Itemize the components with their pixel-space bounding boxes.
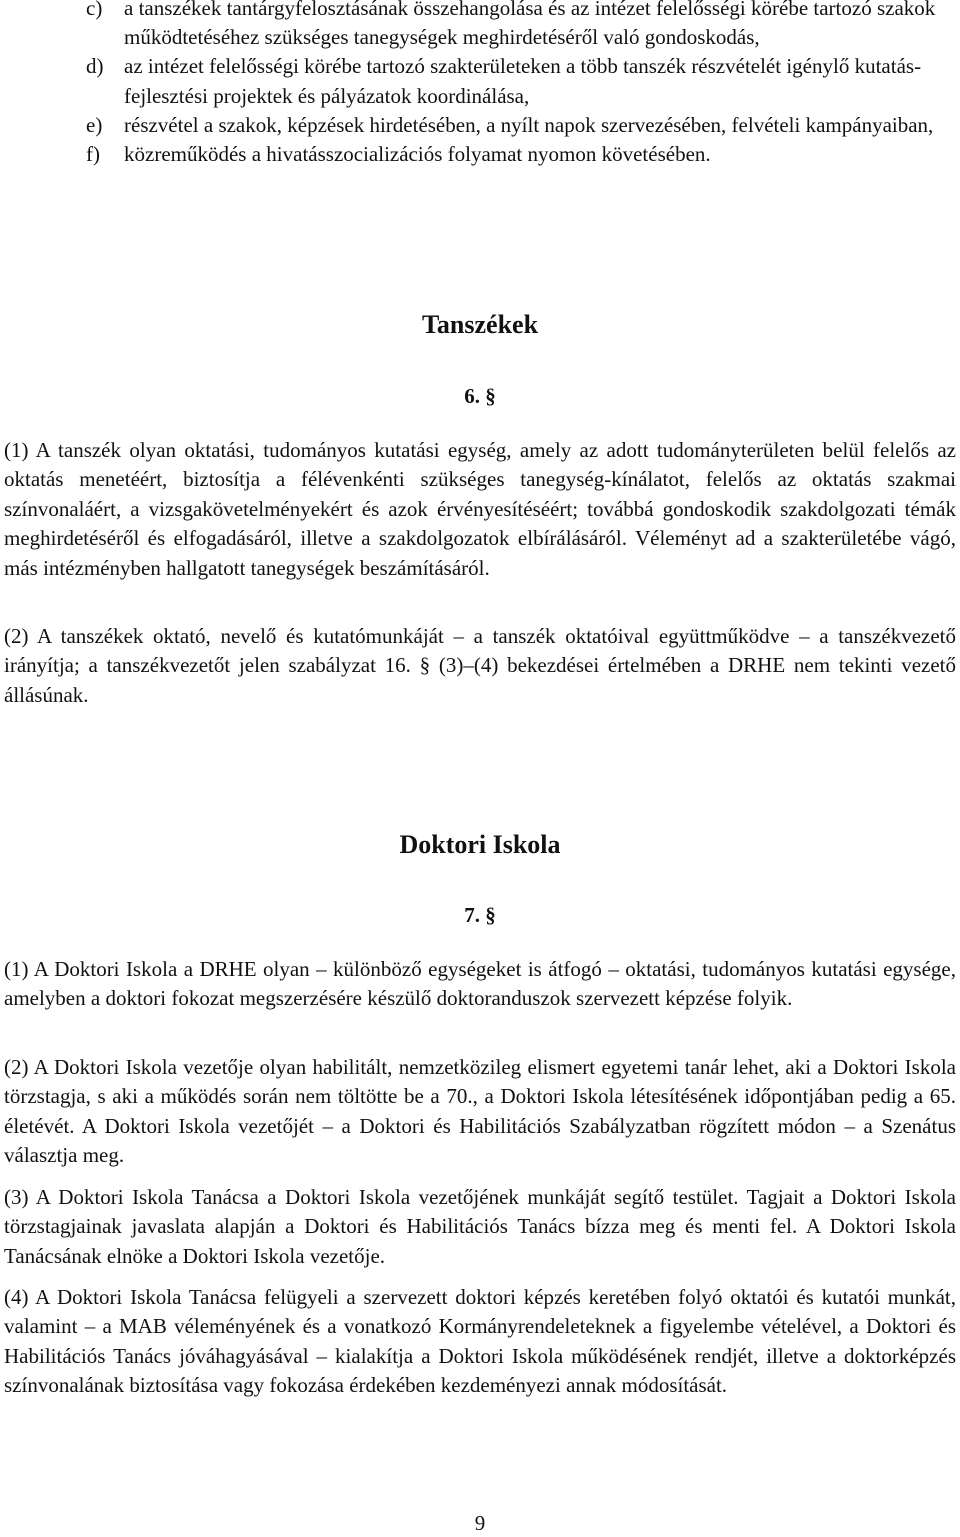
list-item-text: az intézet felelősségi körébe tartozó szakterületeken a több tanszék részvételét igénylő kutatás-fejlesztési projektek és pályázatok koordinálása, — [124, 54, 922, 108]
list-item-d — [86, 52, 956, 110]
list-item-text: a tanszékek tantárgyfelosztásának összehangolása és az intézet felelősségi körébe tartozó szakok működtetéséhez szükséges tanegységek meghirdetéséről való gondoskodás, — [124, 0, 936, 50]
paragraph-doktori-1: (1) A Doktori Iskola a DRHE olyan – különböző egységeket is átfogó – oktatási, tudományos kutatási egysége, amelyben a doktori fokozat megszerzésére készülő doktoranduszok szervezett képzése folyik. — [4, 957, 956, 1011]
paragraph-tanszekek-2: (2) A tanszékek oktató, nevelő és kutatómunkáját – a tanszék oktatóival együttműködve – a tanszékvezető irányítja; a tanszékvezetőt jelen szabályzat 16. § (3)–(4) bekezdései értelmében a DRHE nem tekinti vezető állásúnak. — [4, 624, 956, 707]
list-item-f — [86, 140, 956, 169]
list-item-text: közreműködés a hivatásszocializációs folyamat nyomon követésében. — [124, 142, 711, 167]
paragraph-doktori-4: (4) A Doktori Iskola Tanácsa felügyeli a szervezett doktori képzés keretében folyó oktatói és kutatói munkát, valamint – a MAB véleményének és a vonatkozó Kormányrendeleteknek a figyelembe vételével, a Doktori és Habilitációs Tanács jóváhagyásával – kialakítja a Doktori Iskola működésének rendjét, illetve a doktorképzés színvonalának biztosítása vagy fokozása érdekében kezdeményezi annak módosítását. — [4, 1285, 956, 1398]
list-item-e — [86, 111, 956, 140]
list-item-c — [86, 0, 956, 52]
responsibility-list — [86, 0, 956, 169]
list-marker: e) — [86, 112, 103, 137]
list-item-text: részvétel a szakok, képzések hirdetésében, a nyílt napok szervezésében, felvételi kampányaiban, — [124, 112, 934, 137]
paragraph-tanszekek-1: (1) A tanszék olyan oktatási, tudományos kutatási egység, amely az adott tudományterületen belül felelős az oktatás menetéért, biztosítja a félévenkénti szükséges tanegység-kínálatot, felelős az oktatás szakmai színvonaláért, a vizsgakövetelményekért és azok érvényesítéséért; továbbá gondoskodik szakdolgozati témák meghirdetéséről és elfogadásáról, illetve a szakdolgozatok elbírálásáról. Véleményt ad a szakterületébe vágó, más intézményben hallgatott tanegységek beszámításáról. — [4, 438, 956, 580]
paragraph-doktori-3: (3) A Doktori Iskola Tanácsa a Doktori Iskola vezetőjének munkáját segítő testület. Tagjait a Doktori Iskola törzstagjainak javaslata alapján a Doktori és Habilitációs Tanács bízza meg és menti fel. A Doktori Iskola Tanácsának elnöke a Doktori Iskola vezetője. — [4, 1185, 956, 1268]
page-number: 9 — [474, 1511, 486, 1535]
list-marker: d) — [86, 54, 104, 79]
list-marker: f) — [86, 142, 100, 167]
list-marker: c) — [86, 0, 103, 20]
section-number-7: 7. § — [464, 903, 496, 927]
paragraph-doktori-2: (2) A Doktori Iskola vezetője olyan habilitált, nemzetközileg elismert egyetemi tanár lehet, aki a Doktori Iskola törzstagja, s aki a működés során nem töltötte be a 70., a Doktori Iskola létesítésének időpontjában pedig a 65. életévét. A Doktori Iskola vezetőjét – a Doktori és Habilitációs Szabályzatban rögzített módon – a Szenátus választja meg. — [4, 1055, 956, 1168]
section-heading-tanszekek: Tanszékek — [421, 310, 539, 339]
section-heading-doktori-iskola: Doktori Iskola — [399, 830, 561, 859]
section-number-6: 6. § — [464, 384, 496, 408]
